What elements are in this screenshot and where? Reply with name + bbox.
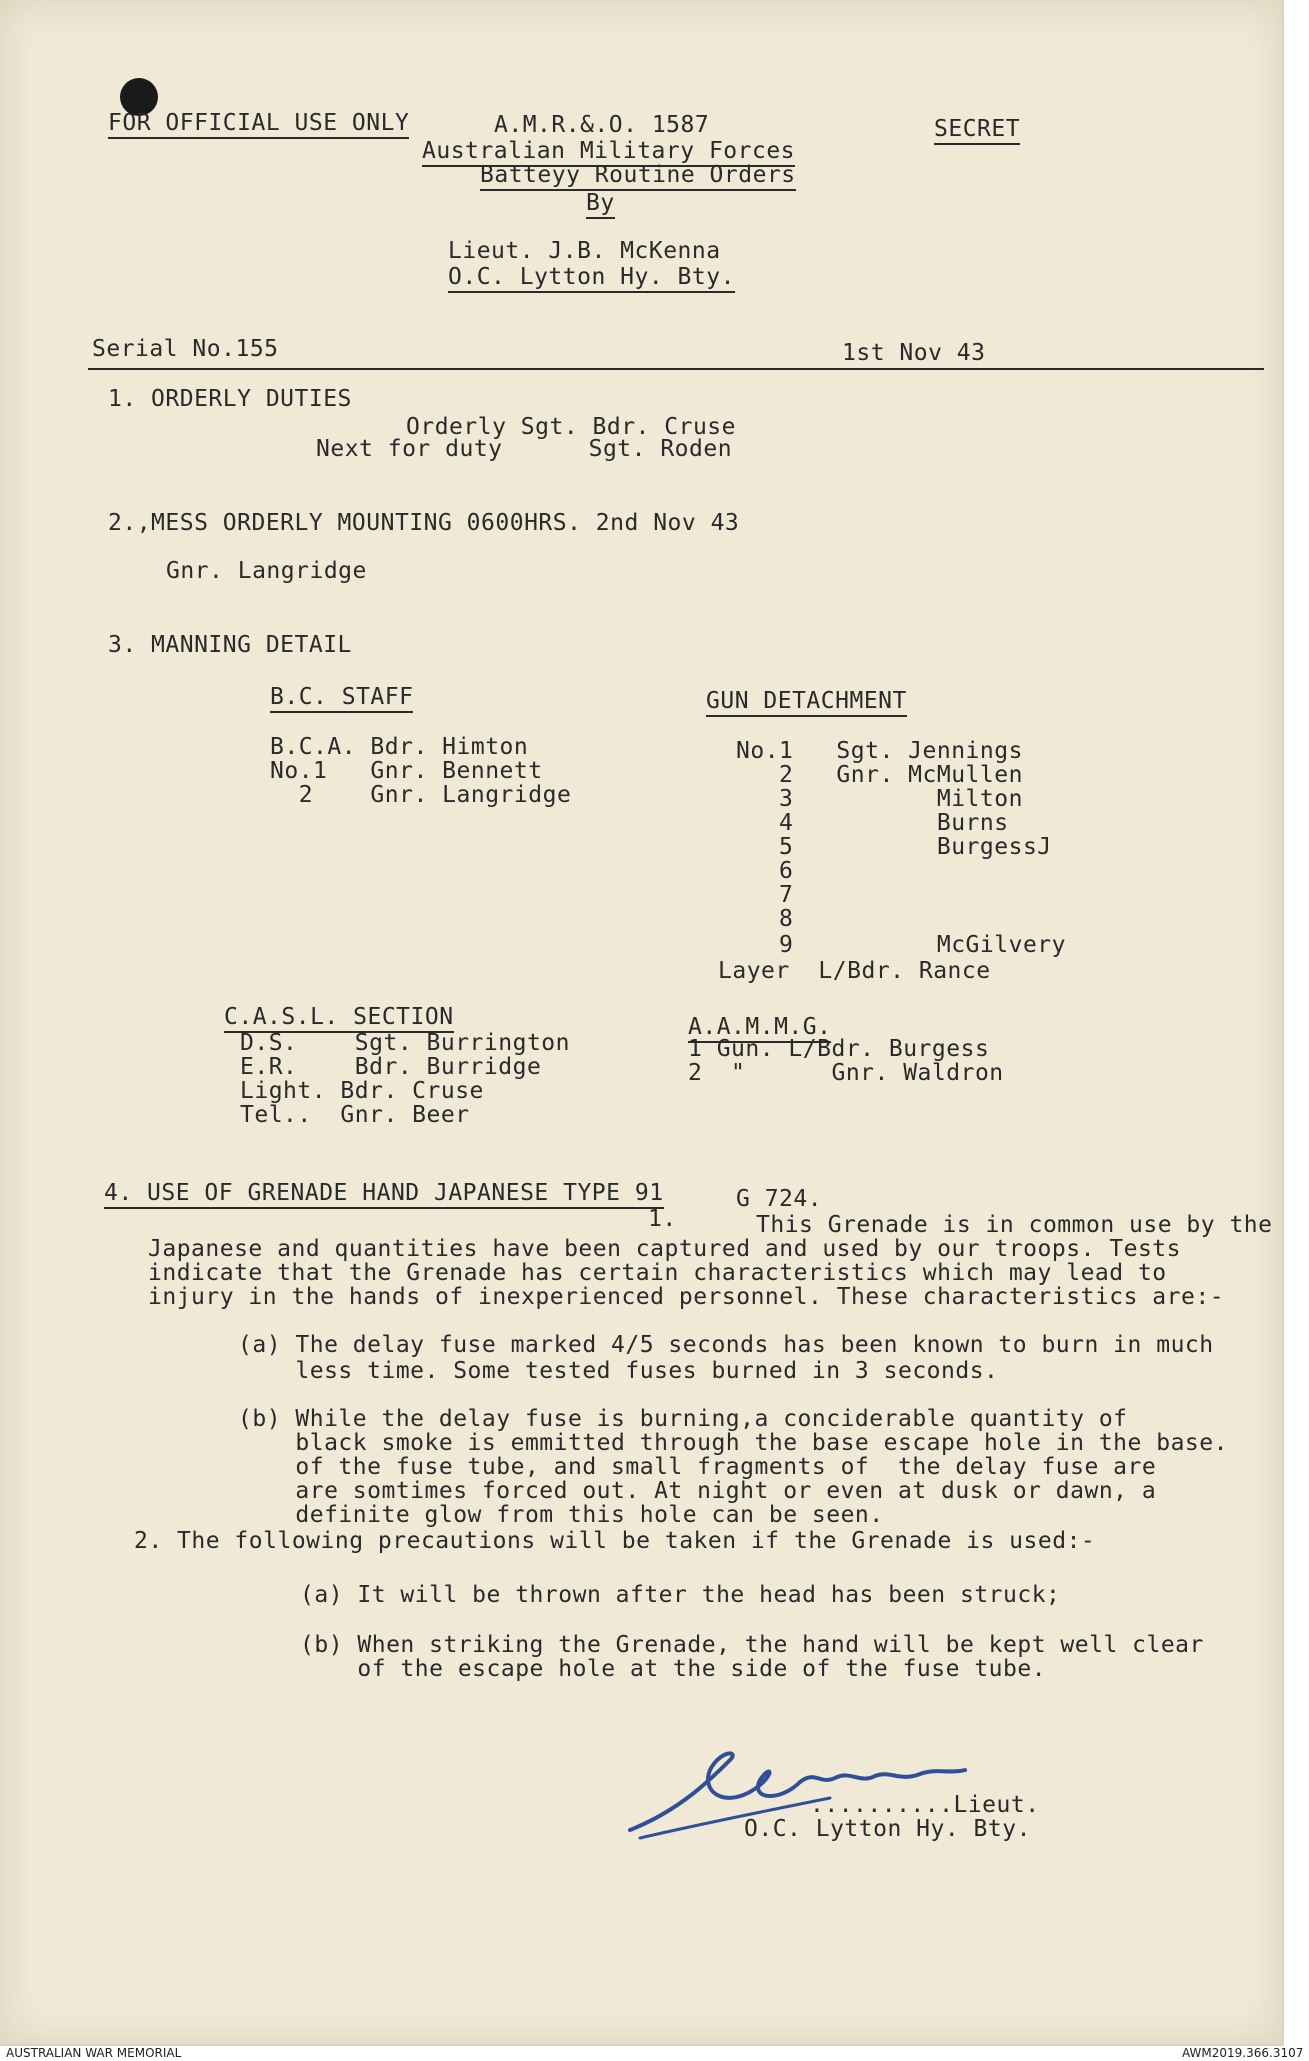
footer-right: AWM2019.366.3107	[1182, 2046, 1304, 2060]
item-a-text: less time. Some tested fuses burned in 3 seconds.	[238, 1358, 999, 1384]
section-4-title: 4. USE OF GRENADE HAND JAPANESE TYPE 91	[104, 1180, 664, 1209]
bc-staff-row: 2 Gnr. Langridge	[270, 782, 572, 808]
item-a-text: (a) The delay fuse marked 4/5 seconds has been known to burn in much	[238, 1332, 1214, 1358]
aamg-title: A.A.M.M.G.	[688, 1014, 831, 1043]
official-use-label: FOR OFFICIAL USE ONLY	[108, 110, 409, 139]
paragraph-2-text: 2. The following precautions will be taken if the Grenade is used:-	[134, 1528, 1096, 1554]
item-b-text: black smoke is emmitted through the base escape hole in the base.	[238, 1430, 1228, 1456]
gun-row: 6	[736, 858, 794, 884]
paragraph-text: Japanese and quantities have been captured and used by our troops. Tests	[148, 1236, 1181, 1262]
gun-row: 9 McGilvery	[736, 932, 1066, 958]
by-label: By	[586, 190, 615, 219]
bc-staff-row: No.1 Gnr. Bennett	[270, 758, 543, 784]
org-name: Australian Military Forces	[422, 138, 795, 167]
precaution-b: of the escape hole at the side of the fuse tube.	[300, 1656, 1047, 1682]
section-1-title: 1. ORDERLY DUTIES	[108, 386, 352, 412]
section-3-title: 3. MANNING DETAIL	[108, 632, 352, 658]
casl-row: D.S. Sgt. Burrington	[240, 1030, 570, 1056]
gun-row: 7	[736, 882, 794, 908]
unit-name: O.C. Lytton Hy. Bty.	[448, 264, 735, 293]
bc-staff-row: B.C.A. Bdr. Himton	[270, 734, 529, 760]
item-b-text: are somtimes forced out. At night or even at dusk or dawn, a	[238, 1478, 1157, 1504]
grenade-reference: G 724.	[736, 1186, 823, 1212]
paragraph-text: indicate that the Grenade has certain characteristics which may lead to	[148, 1260, 1167, 1286]
gun-row: 3 Milton	[736, 786, 1023, 812]
orderly-line-2: Next for duty Sgt. Roden	[316, 436, 733, 462]
orders-title: Batteyy Routine Orders	[480, 162, 796, 191]
item-b-text: definite glow from this hole can be seen.	[238, 1502, 884, 1528]
aamg-row: 2 " Gnr. Waldron	[688, 1060, 1004, 1086]
gun-row: Layer L/Bdr. Rance	[718, 958, 991, 984]
bc-staff-title: B.C. STAFF	[270, 684, 413, 713]
gun-row: No.1 Sgt. Jennings	[736, 738, 1023, 764]
gun-row: 5 BurgessJ	[736, 834, 1052, 860]
order-reference: A.M.R.&.O. 1587	[494, 112, 710, 138]
gun-detachment-title: GUN DETACHMENT	[706, 688, 907, 717]
secret-label: SECRET	[934, 116, 1020, 145]
casl-row: E.R. Bdr. Burridge	[240, 1054, 542, 1080]
header-divider	[88, 368, 1264, 370]
signature-unit: O.C. Lytton Hy. Bty.	[744, 1816, 1031, 1842]
precaution-b: (b) When striking the Grenade, the hand will be kept well clear	[300, 1632, 1204, 1658]
paragraph-text: This Grenade is in common use by the	[756, 1212, 1273, 1238]
section-2-title: 2.,MESS ORDERLY MOUNTING 0600HRS. 2nd Nov 43	[108, 510, 740, 536]
gun-row: 4 Burns	[736, 810, 1009, 836]
orderly-line-1: Orderly Sgt. Bdr. Cruse	[406, 414, 736, 440]
item-b-text: of the fuse tube, and small fragments of the delay fuse are	[238, 1454, 1157, 1480]
mess-orderly-name: Gnr. Langridge	[166, 558, 367, 584]
officer-name: Lieut. J.B. McKenna	[448, 238, 721, 264]
paragraph-number: 1.	[648, 1206, 677, 1232]
order-date: 1st Nov 43	[842, 340, 986, 366]
gun-row: 8	[736, 906, 794, 932]
casl-section-title: C.A.S.L. SECTION	[224, 1004, 454, 1033]
paragraph-text: injury in the hands of inexperienced personnel. These characteristics are:-	[148, 1284, 1225, 1310]
casl-row: Tel.. Gnr. Beer	[240, 1102, 470, 1128]
item-b-text: (b) While the delay fuse is burning,a conciderable quantity of	[238, 1406, 1128, 1432]
signature-line: ..........Lieut.	[810, 1792, 1040, 1818]
footer-left: AUSTRALIAN WAR MEMORIAL	[6, 2046, 182, 2060]
casl-row: Light. Bdr. Cruse	[240, 1078, 484, 1104]
precaution-a: (a) It will be thrown after the head has been struck;	[300, 1582, 1061, 1608]
serial-number: Serial No.155	[92, 336, 279, 362]
aamg-row: 1 Gun. L/Bdr. Burgess	[688, 1036, 990, 1062]
gun-row: 2 Gnr. McMullen	[736, 762, 1023, 788]
